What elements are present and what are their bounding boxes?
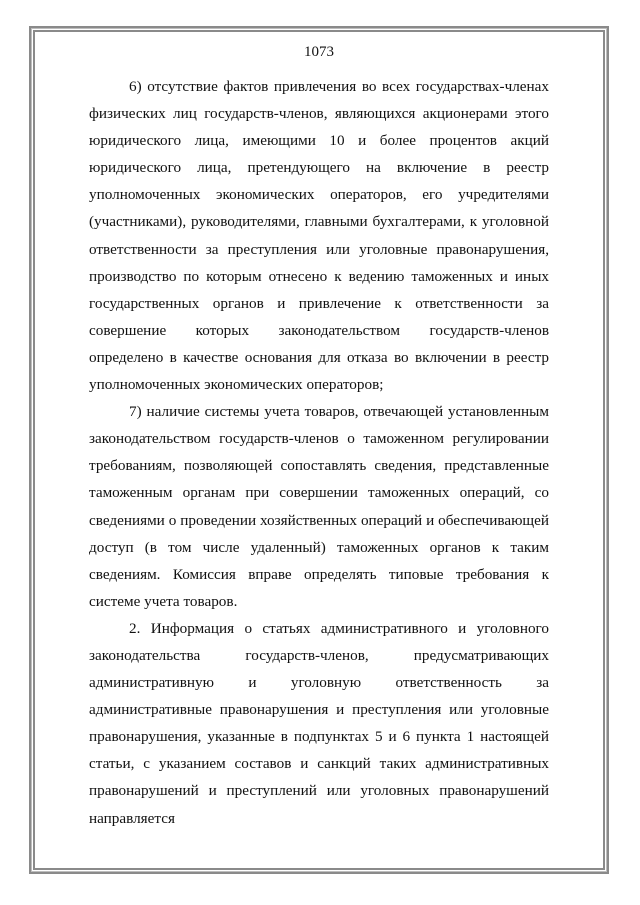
paragraph-item-7: 7) наличие системы учета товаров, отвечающей установленным законодательством государств-членов о таможенном регулировании требованиям, позволяющей сопоставлять сведения, представленные таможенным органам при совершении таможенных операций, со сведениями о проведении хозяйственных операций и обеспечивающей доступ (в том числе удаленный) таможенных органов к таким сведениям. Комиссия вправе определять типовые требования к системе учета товаров. — [89, 403, 549, 610]
page-number: 1073 — [304, 44, 334, 60]
paragraph-clause-2: 2. Информация о статьях административного и уголовного законодательства государств-членов, предусматривающих административную и уголовную ответственность за административные правонарушения и преступления или уголовные правонарушения, указанные в подпунктах 5 и 6 пункта 1 настоящей статьи, с указанием составов и санкций таких административных правонарушений и преступлений или уголовных правонарушений направляется — [89, 619, 549, 827]
paragraph-item-6: 6) отсутствие фактов привлечения во всех государствах-членах физических лиц государств-членов, являющихся акционерами этого юридического лица, имеющими 10 и более процентов акций юридического лица, претендующего на включение в реестр уполномоченных экономических операторов, его учредителями (участниками), руководителями, главными бухгалтерами, к уголовной ответственности за преступления или уголовные правонарушения, производство по которым отнесено к ведению таможенных и иных государственных органов и привлечение к ответственности за совершение которых законодательством государств-членов определено в качестве основания для отказа во включении в реестр уполномоченных экономических операторов; — [89, 78, 549, 394]
document-page — [29, 26, 609, 874]
page-content — [89, 73, 549, 832]
